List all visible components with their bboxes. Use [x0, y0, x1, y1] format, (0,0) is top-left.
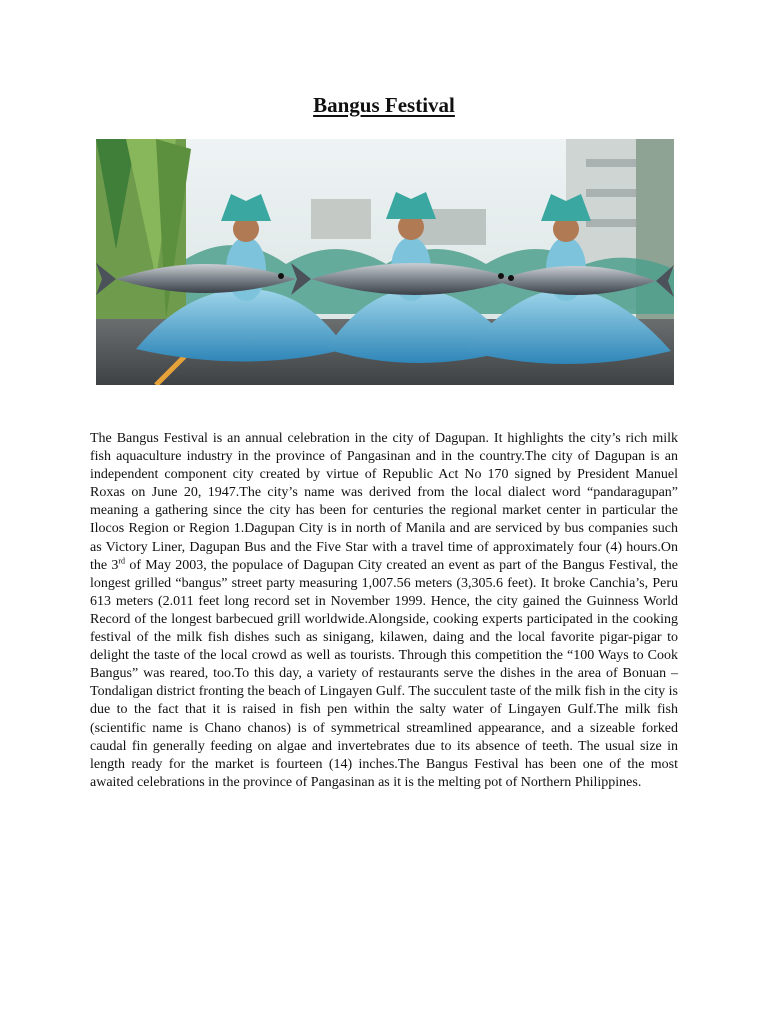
ordinal-superscript: rd: [118, 556, 126, 565]
page-title: Bangus Festival: [313, 93, 455, 117]
body-paragraph-part-2: of May 2003, the populace of Dagupan City created an event as part of the Bangus Festival, the longest grilled “bangus” street party measuring 1,007.56 meters (3,305.6 feet). It broke Canchia’s, Peru 613 meters (2.011 feet long record set in November 1999. Hence, the city gained the Guinness World Record of the longest barbecued grill worldwide.Alongside, cooking experts participated in the cooking festival of the milk fish dishes such as sinigang, kilawen, daing and the local favorite pigar-pigar to delight the taste of the local crowd as well as tourists. Through this competition the “100 Ways to Cook Bangus” was reared, too.To this day, a variety of restaurants serve the dishes in the area of Bonuan – Tondaligan district fronting the beach of Lingayen Gulf. The succulent taste of the milk fish in the city is due to the fact that it is raised in fish pen within the salty water of Lingayen Gulf.The milk fish (scientific name is Chano chanos) is of symmetrical streamlined appearance, and a sizeable forked caudal fin generally feeding on algae and invertebrates due to its absence of teeth. The usual size in length ready for the market is fourteen (14) inches.The Bangus Festival has been one of the most awaited celebrations in the province of Pangasinan as it is the melting pot of Northern Philippines.: [90, 557, 678, 790]
article-body: [90, 430, 678, 792]
festival-photo: [96, 139, 674, 385]
body-paragraph-part-1: The Bangus Festival is an annual celebration in the city of Dagupan. It highlights the city’s rich milk fish aquaculture industry in the province of Pangasinan and in the country.The city of Dagupan is an independent component city created by virtue of Republic Act No 170 signed by President Manuel Roxas on June 20, 1947.The city’s name was derived from the local dialect word “pandaragupan” meaning a gathering since the city has been for centuries the regional market center in particular the Ilocos Region or Region 1.Dagupan City is in north of Manila and are serviced by bus companies such as Victory Liner, Dagupan Bus and the Five Star with a travel time of approximately four (4) hours.On the 3: [90, 431, 678, 573]
